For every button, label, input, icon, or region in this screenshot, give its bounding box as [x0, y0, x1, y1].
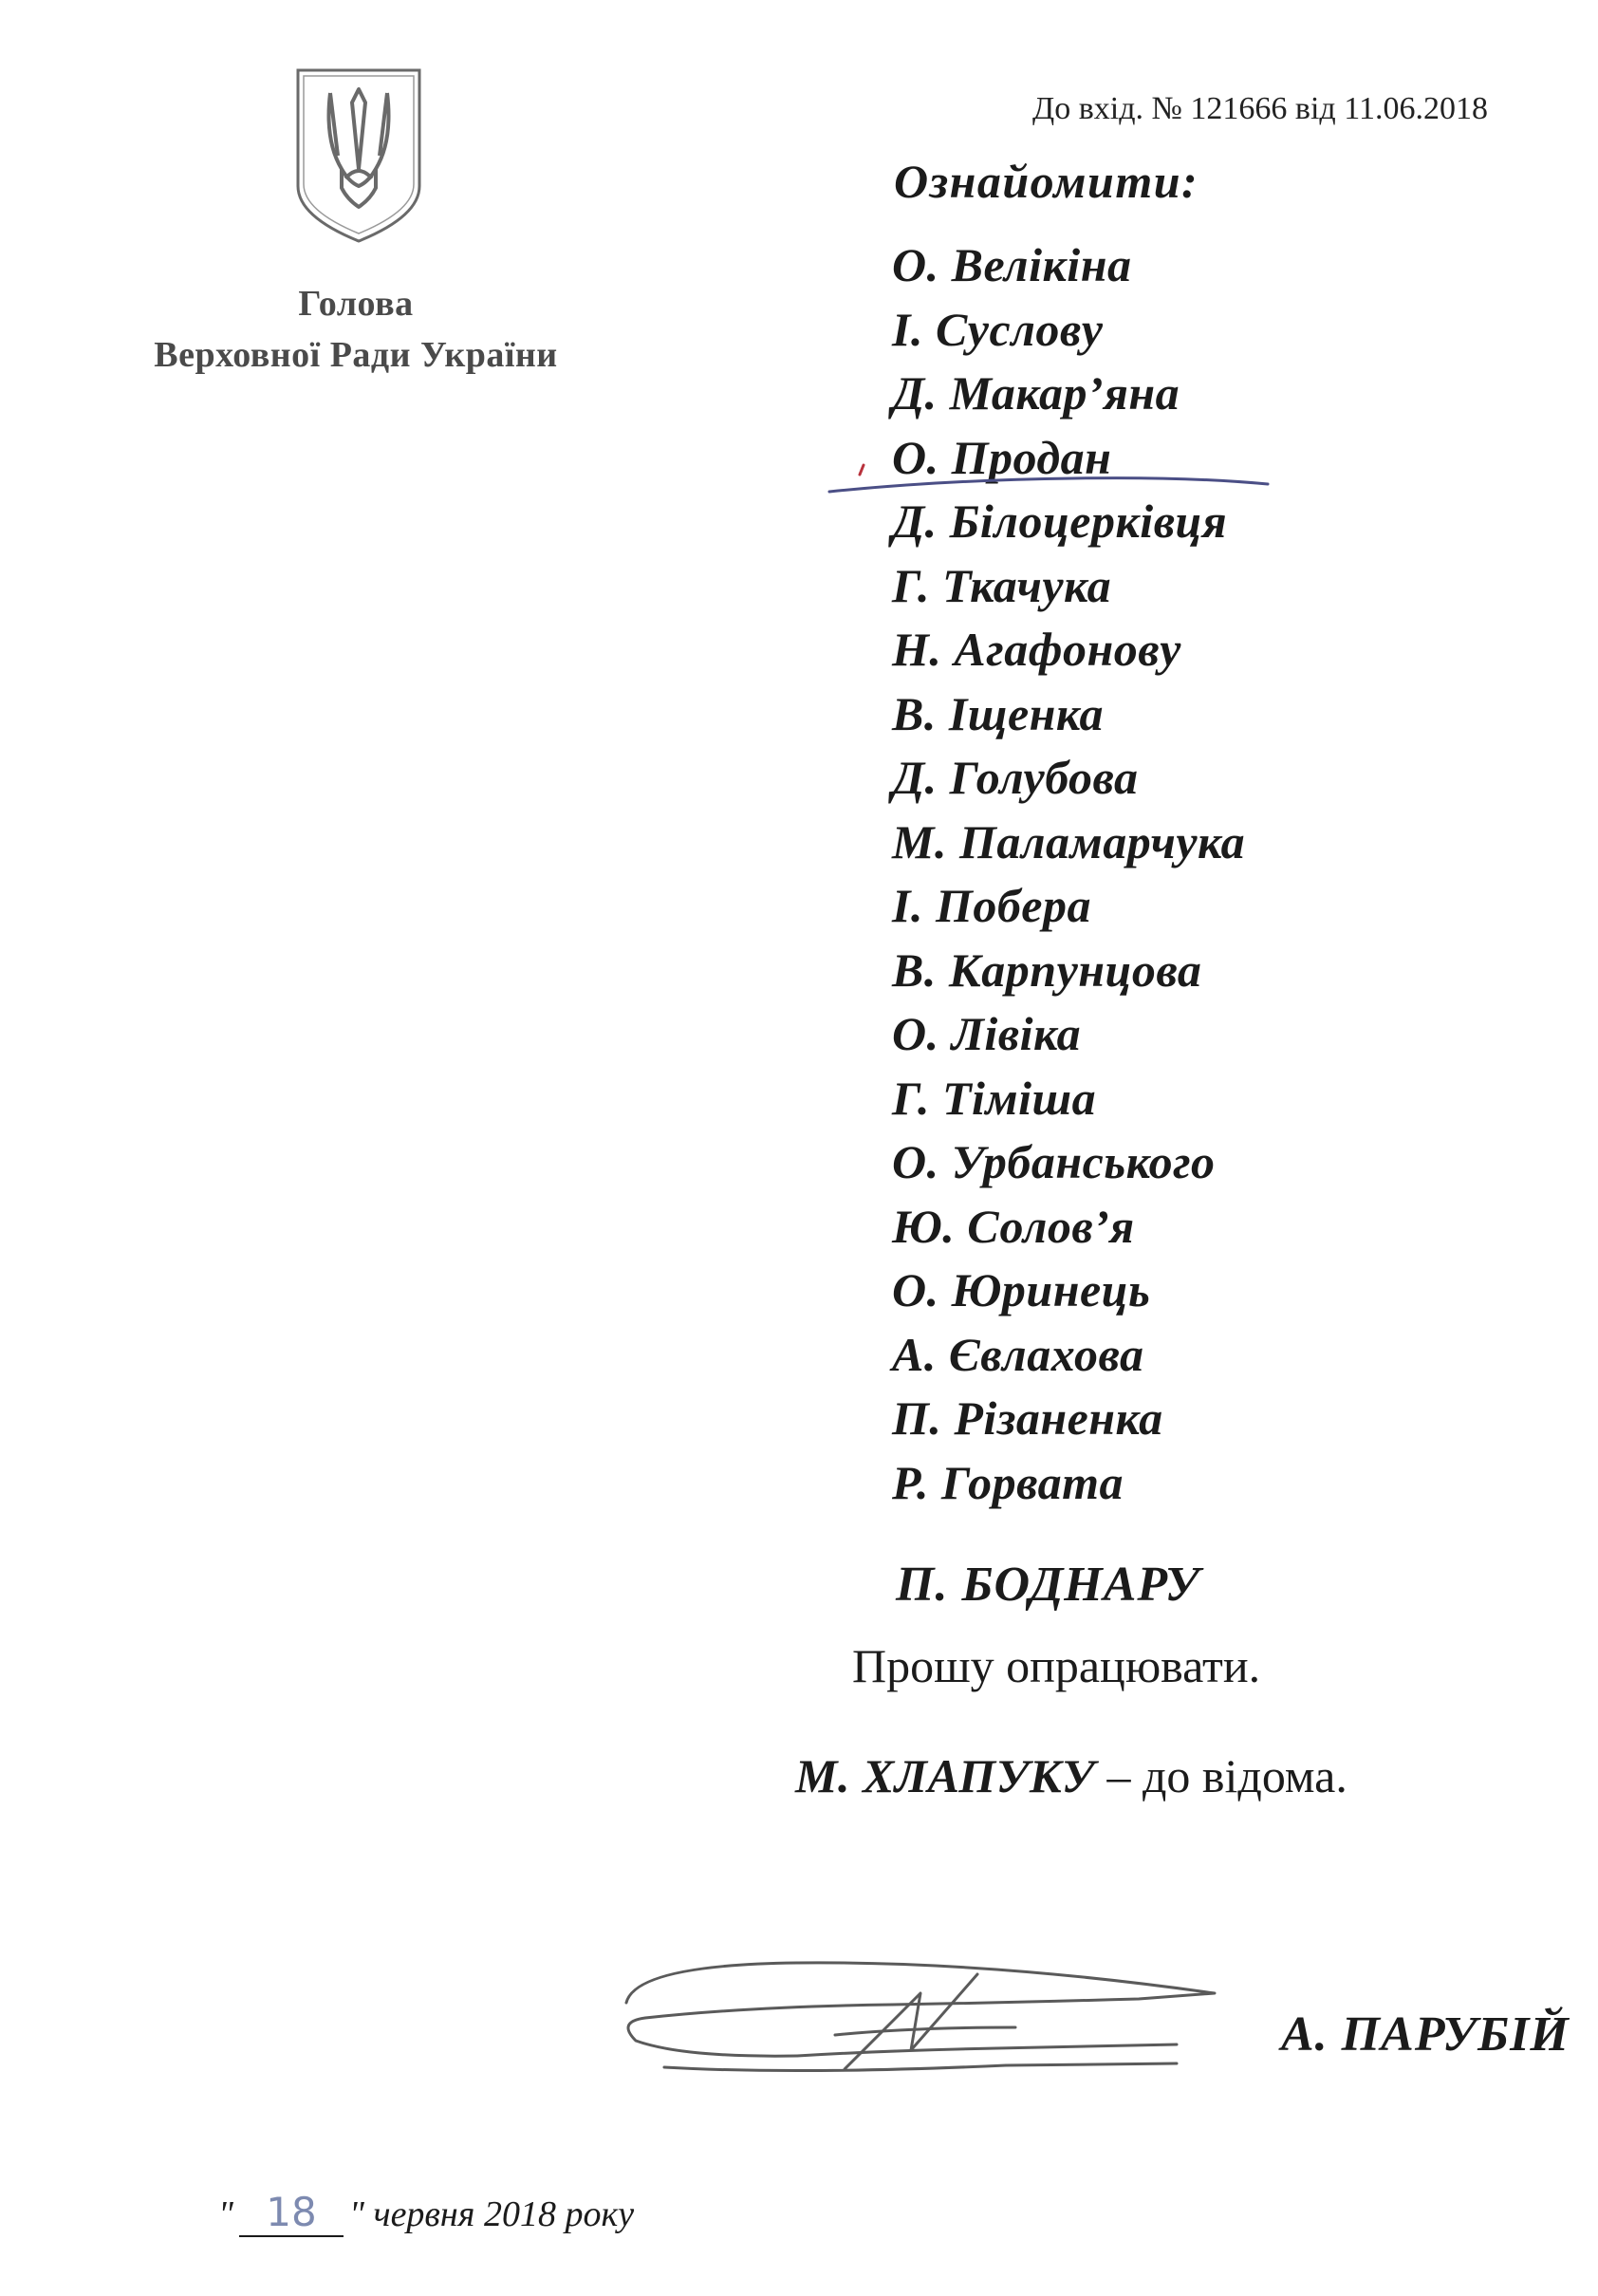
- date-day: 18: [239, 2189, 344, 2237]
- sender-title: Голова: [298, 284, 414, 324]
- recipient-name: Ю. Солов’я: [892, 1199, 1135, 1253]
- recipient-name: Н. Агафонову: [892, 623, 1181, 676]
- cc-suffix: – до відома.: [1094, 1749, 1347, 1802]
- recipient-name: М. Паламарчука: [892, 814, 1246, 868]
- intro-heading: Ознайомити:: [894, 155, 1199, 208]
- recipient-name: О. Продан: [892, 430, 1112, 484]
- recipient-name: Р. Горвата: [892, 1455, 1124, 1509]
- recipient-name: І. Суслову: [892, 302, 1104, 356]
- recipient-name: Д. Білоцерківця: [892, 495, 1228, 548]
- date-line: [218, 2189, 634, 2237]
- date-open-quote: ": [218, 2194, 233, 2234]
- recipient-name: Г. Ткачука: [892, 558, 1112, 612]
- recipient-name: А. Євлахова: [892, 1327, 1144, 1381]
- recipient-name: В. Карпунцова: [892, 943, 1202, 997]
- recipient-name: В. Іщенка: [892, 686, 1105, 740]
- pen-underline-mark: [826, 463, 1272, 501]
- recipient-name: О. Лівіка: [892, 1007, 1082, 1060]
- instruction-text: Прошу опрацювати.: [852, 1639, 1261, 1692]
- sender-organization: Верховної Ради України: [154, 335, 558, 375]
- handwritten-signature: [607, 1936, 1224, 2098]
- signer-name: А. ПАРУБІЙ: [1281, 2007, 1570, 2062]
- recipient-name: І. Побера: [892, 879, 1091, 932]
- tryzub-coat-of-arms-icon: [292, 65, 425, 245]
- addressee-name: П. БОДНАРУ: [896, 1558, 1200, 1612]
- date-close-quote: ": [348, 2194, 364, 2234]
- cc-name: М. ХЛАПУКУ: [795, 1749, 1095, 1802]
- date-rest: червня 2018 року: [363, 2194, 635, 2234]
- recipient-name: П. Різаненка: [892, 1391, 1163, 1445]
- recipient-name: Г. Тіміша: [892, 1071, 1097, 1125]
- cc-line: [795, 1748, 1347, 1803]
- incoming-reference: До вхід. № 121666 від 11.06.2018: [1032, 91, 1488, 126]
- recipient-name: О. Урбанського: [892, 1135, 1216, 1188]
- recipient-name: Д. Голубова: [892, 751, 1139, 804]
- recipient-name: Д. Макар’яна: [892, 366, 1180, 420]
- recipient-name: О. Юринець: [892, 1263, 1151, 1316]
- recipient-name: О. Велікіна: [892, 238, 1132, 291]
- recipient-list: [892, 233, 1245, 1515]
